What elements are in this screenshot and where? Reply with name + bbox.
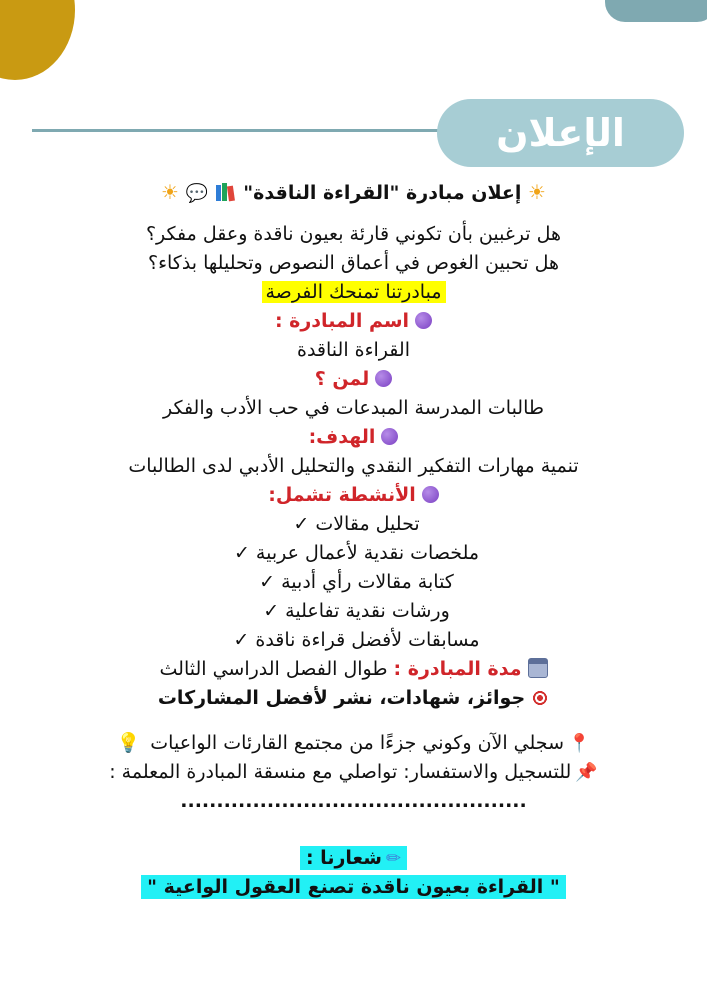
speech-bubble-icon: 💬 <box>185 183 209 204</box>
purple-dot-icon <box>381 428 398 445</box>
pushpin-icon: 📌 <box>575 762 598 783</box>
opportunity-highlight: مبادرتنا تمنحك الفرصة <box>262 281 446 303</box>
check-icon: ✓ <box>233 542 250 564</box>
announcement-title-line <box>80 178 627 208</box>
check-icon: ✓ <box>233 629 250 651</box>
page-title: الإعلان <box>496 111 625 155</box>
goal-value: تنمية مهارات التفكير النقدي والتحليل الأدبي لدى الطالبات <box>128 455 579 477</box>
audience-value: طالبات المدرسة المبدعات في حب الأدب والفكر <box>162 397 545 419</box>
pin-icon: 📍 <box>567 733 591 754</box>
header-divider-line <box>32 129 452 132</box>
purple-dot-icon <box>422 486 439 503</box>
goal-label: الهدف: <box>308 426 376 448</box>
slogan-label: ✏شعارنا : <box>300 846 407 870</box>
contact-text: للتسجيل والاستفسار: تواصلي مع منسقة المبادرة المعلمة : <box>109 761 572 783</box>
purple-dot-icon <box>415 312 432 329</box>
register-line <box>80 729 627 758</box>
list-item: مسابقات لأفضل قراءة ناقدة ✓ <box>233 629 480 651</box>
sun-icon: ☀ <box>528 180 546 204</box>
target-icon <box>531 689 549 707</box>
duration-value: طوال الفصل الدراسي الثالث <box>159 658 388 680</box>
slogan-text: " القراءة بعيون ناقدة تصنع العقول الواعية " <box>141 875 566 899</box>
list-item: تحليل مقالات ✓ <box>293 513 420 535</box>
prizes-text: جوائز، شهادات، نشر لأفضل المشاركات <box>157 687 526 709</box>
purple-dot-icon <box>375 370 392 387</box>
question-line: هل تحبين الغوص في أعماق النصوص وتحليلها بذكاء؟ <box>147 252 559 274</box>
name-label: اسم المبادرة : <box>274 310 410 332</box>
audience-label: لمن ؟ <box>314 368 370 390</box>
duration-line <box>80 655 627 684</box>
name-value: القراءة الناقدة <box>297 339 410 361</box>
activities-label: الأنشطة تشمل: <box>268 484 416 506</box>
bulb-icon: 💡 <box>116 732 141 754</box>
decorative-teal-tab <box>605 0 707 22</box>
question-line: هل ترغبين بأن تكوني قارئة بعيون ناقدة وعقل مفكر؟ <box>145 223 562 245</box>
header-pill <box>437 99 684 167</box>
list-item: ملخصات نقدية لأعمال عربية ✓ <box>233 542 480 564</box>
dotted-line: ................................................ <box>180 790 527 812</box>
pencil-icon: ✏ <box>385 848 402 869</box>
announcement-title: إعلان مبادرة "القراءة الناقدة" <box>243 182 522 204</box>
prizes-line <box>80 684 627 713</box>
duration-label: مدة المبادرة : <box>393 658 522 680</box>
sun-icon: ☀ <box>161 180 179 204</box>
calendar-icon <box>528 658 548 678</box>
list-item: ورشات نقدية تفاعلية ✓ <box>263 600 450 622</box>
check-icon: ✓ <box>293 513 310 535</box>
check-icon: ✓ <box>263 600 280 622</box>
announcement-body <box>80 178 627 902</box>
contact-line <box>80 758 627 787</box>
decorative-gold-circle <box>0 0 75 80</box>
check-icon: ✓ <box>259 571 276 593</box>
list-item: كتابة مقالات رأي أدبية ✓ <box>259 571 454 593</box>
books-icon <box>215 182 237 202</box>
register-text: سجلي الآن وكوني جزءًا من مجتمع القارئات الواعيات <box>150 732 564 754</box>
